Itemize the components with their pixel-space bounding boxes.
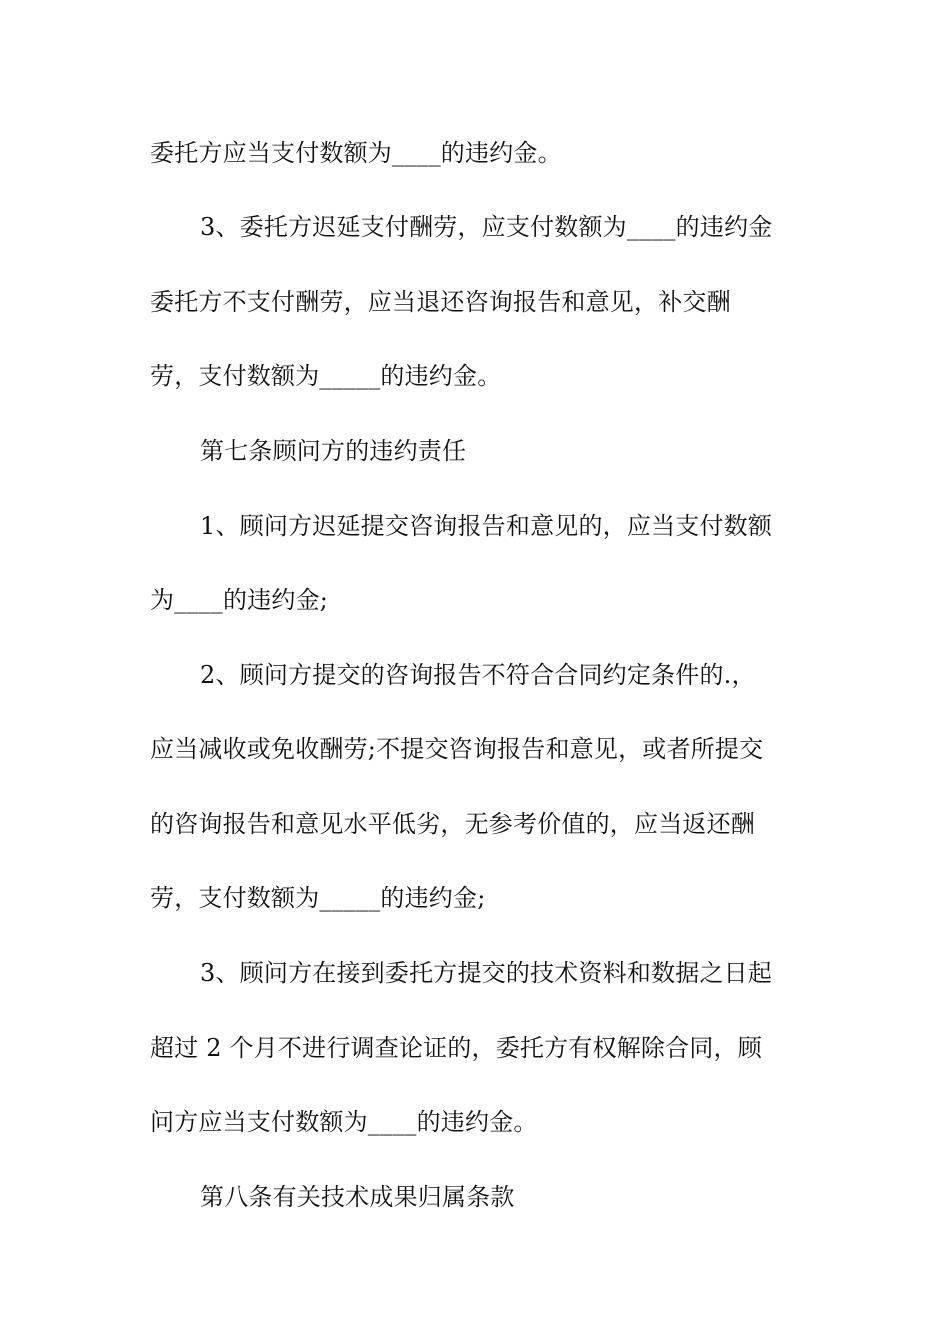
paragraph-line: 3、委托方迟延支付酬劳，应支付数额为____的违约金 (200, 213, 773, 241)
section-heading: 第八条有关技术成果归属条款 (200, 1183, 515, 1211)
paragraph-line: 劳，支付数额为_____的违约金。 (150, 362, 502, 390)
paragraph-line: 委托方应当支付数额为____的违约金。 (150, 139, 562, 167)
paragraph-line: 劳，支付数额为_____的违约金; (150, 884, 486, 912)
paragraph-line: 的咨询报告和意见水平低劣，无参考价值的，应当返还酬 (150, 810, 755, 838)
paragraph-line: 超过 2 个月不进行调查论证的，委托方有权解除合同，顾 (150, 1034, 762, 1062)
paragraph-line: 1、顾问方迟延提交咨询报告和意见的，应当支付数额 (200, 512, 773, 540)
paragraph-line: 问方应当支付数额为____的违约金。 (150, 1108, 538, 1136)
section-heading: 第七条顾问方的违约责任 (200, 437, 467, 465)
paragraph-line: 2、顾问方提交的咨询报告不符合合同约定条件的.， (200, 661, 756, 689)
paragraph-line: 委托方不支付酬劳，应当退还咨询报告和意见，补交酬 (150, 288, 731, 316)
paragraph-line: 3、顾问方在接到委托方提交的技术资料和数据之日起 (200, 959, 773, 987)
paragraph-line: 应当减收或免收酬劳;不提交咨询报告和意见，或者所提交 (150, 735, 764, 763)
paragraph-line: 为____的违约金; (150, 586, 329, 614)
